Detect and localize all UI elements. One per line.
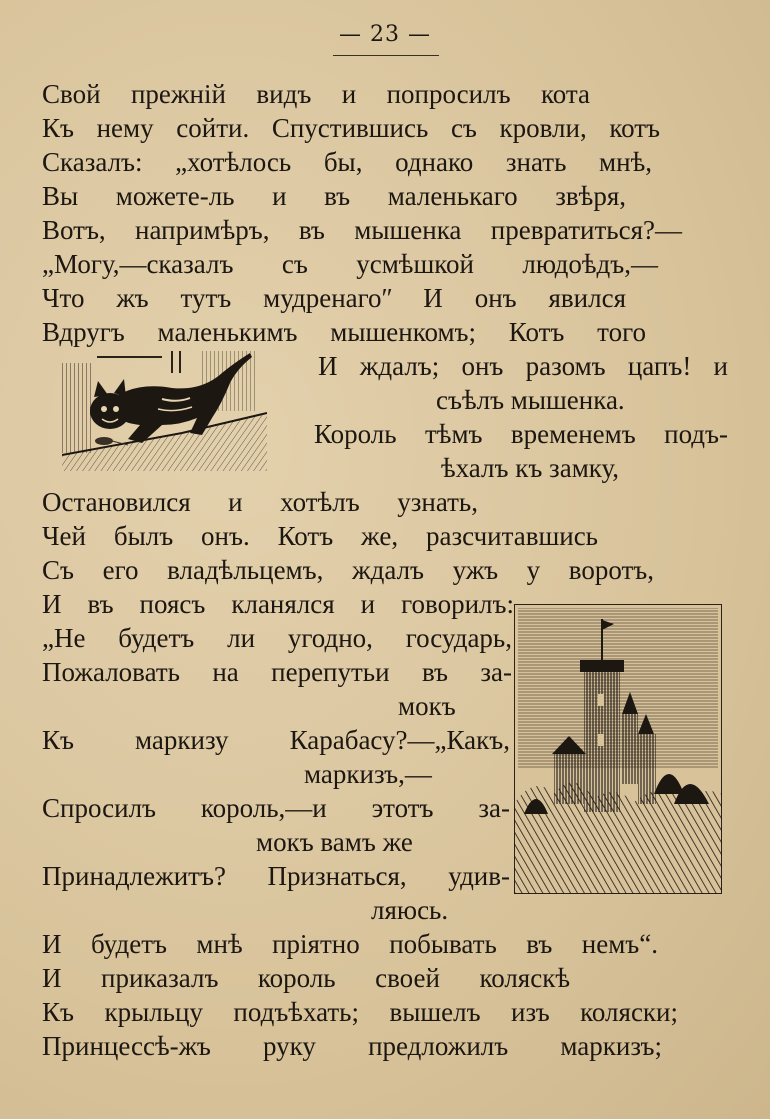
text-line: мокъ вамъ же xyxy=(256,827,413,857)
text-line: И въ поясъ кланялся и говорилъ: xyxy=(42,589,514,619)
text-line: съѣлъ мышенка. xyxy=(436,385,625,415)
text-line: И приказалъ король своей коляскѣ xyxy=(42,963,570,993)
text-line: „Не будетъ ли угодно, государь, xyxy=(42,623,512,653)
text-line: И ждалъ; онъ разомъ цапъ! и xyxy=(318,351,728,381)
text-line: Принцессѣ-жъ руку предложилъ маркизъ; xyxy=(42,1031,662,1061)
text-line: И будетъ мнѣ пріятно побывать въ немъ“. xyxy=(42,929,658,959)
text-line: Король тѣмъ временемъ подъ- xyxy=(314,419,728,449)
cat-icon xyxy=(62,343,267,473)
text-line: ляюсь. xyxy=(371,895,449,925)
page-number-rule xyxy=(333,55,439,56)
text-line: Къ маркизу Карабасу?—„Какъ, xyxy=(42,725,510,755)
castle-icon xyxy=(514,604,722,894)
text-line: Съ его владѣльцемъ, ждалъ ужъ у воротъ, xyxy=(42,555,654,585)
text-line: Вы можете-ль и въ маленькаго звѣря, xyxy=(42,181,626,211)
text-line: „Могу,—сказалъ съ усмѣшкой людоѣдъ,— xyxy=(42,249,658,279)
text-line: Къ нему сойти. Спустившись съ кровли, котъ xyxy=(42,113,660,143)
text-line: мокъ xyxy=(398,691,456,721)
cat-illustration xyxy=(62,343,267,473)
text-line: Сказалъ: „хотѣлось бы, однако знать мнѣ, xyxy=(42,147,652,177)
castle-illustration xyxy=(514,604,722,894)
text-line: Что жъ тутъ мудренагоʺ И онъ явился xyxy=(42,283,626,313)
text-line: Принадлежитъ? Признаться, удив- xyxy=(42,861,510,891)
text-line: маркизъ,— xyxy=(304,759,432,789)
text-line: Вдругъ маленькимъ мышенкомъ; Котъ того xyxy=(42,317,646,347)
text-line: ѣхалъ къ замку, xyxy=(441,453,620,483)
text-line: Чей былъ онъ. Котъ же, разсчитавшись xyxy=(42,521,598,551)
page-number: — 23 — xyxy=(339,22,431,47)
text-line: Остановился и хотѣлъ узнать, xyxy=(42,487,478,517)
text-line: Къ крыльцу подъѣхать; вышелъ изъ коляски; xyxy=(42,997,678,1027)
text-line: Вотъ, напримѣръ, въ мышенка превратиться?— xyxy=(42,215,682,245)
text-line: Спросилъ король,—и этотъ за- xyxy=(42,793,510,823)
text-line: Пожаловать на перепутьи въ за- xyxy=(42,657,512,687)
text-line: Свой прежній видъ и попросилъ кота xyxy=(42,79,590,109)
